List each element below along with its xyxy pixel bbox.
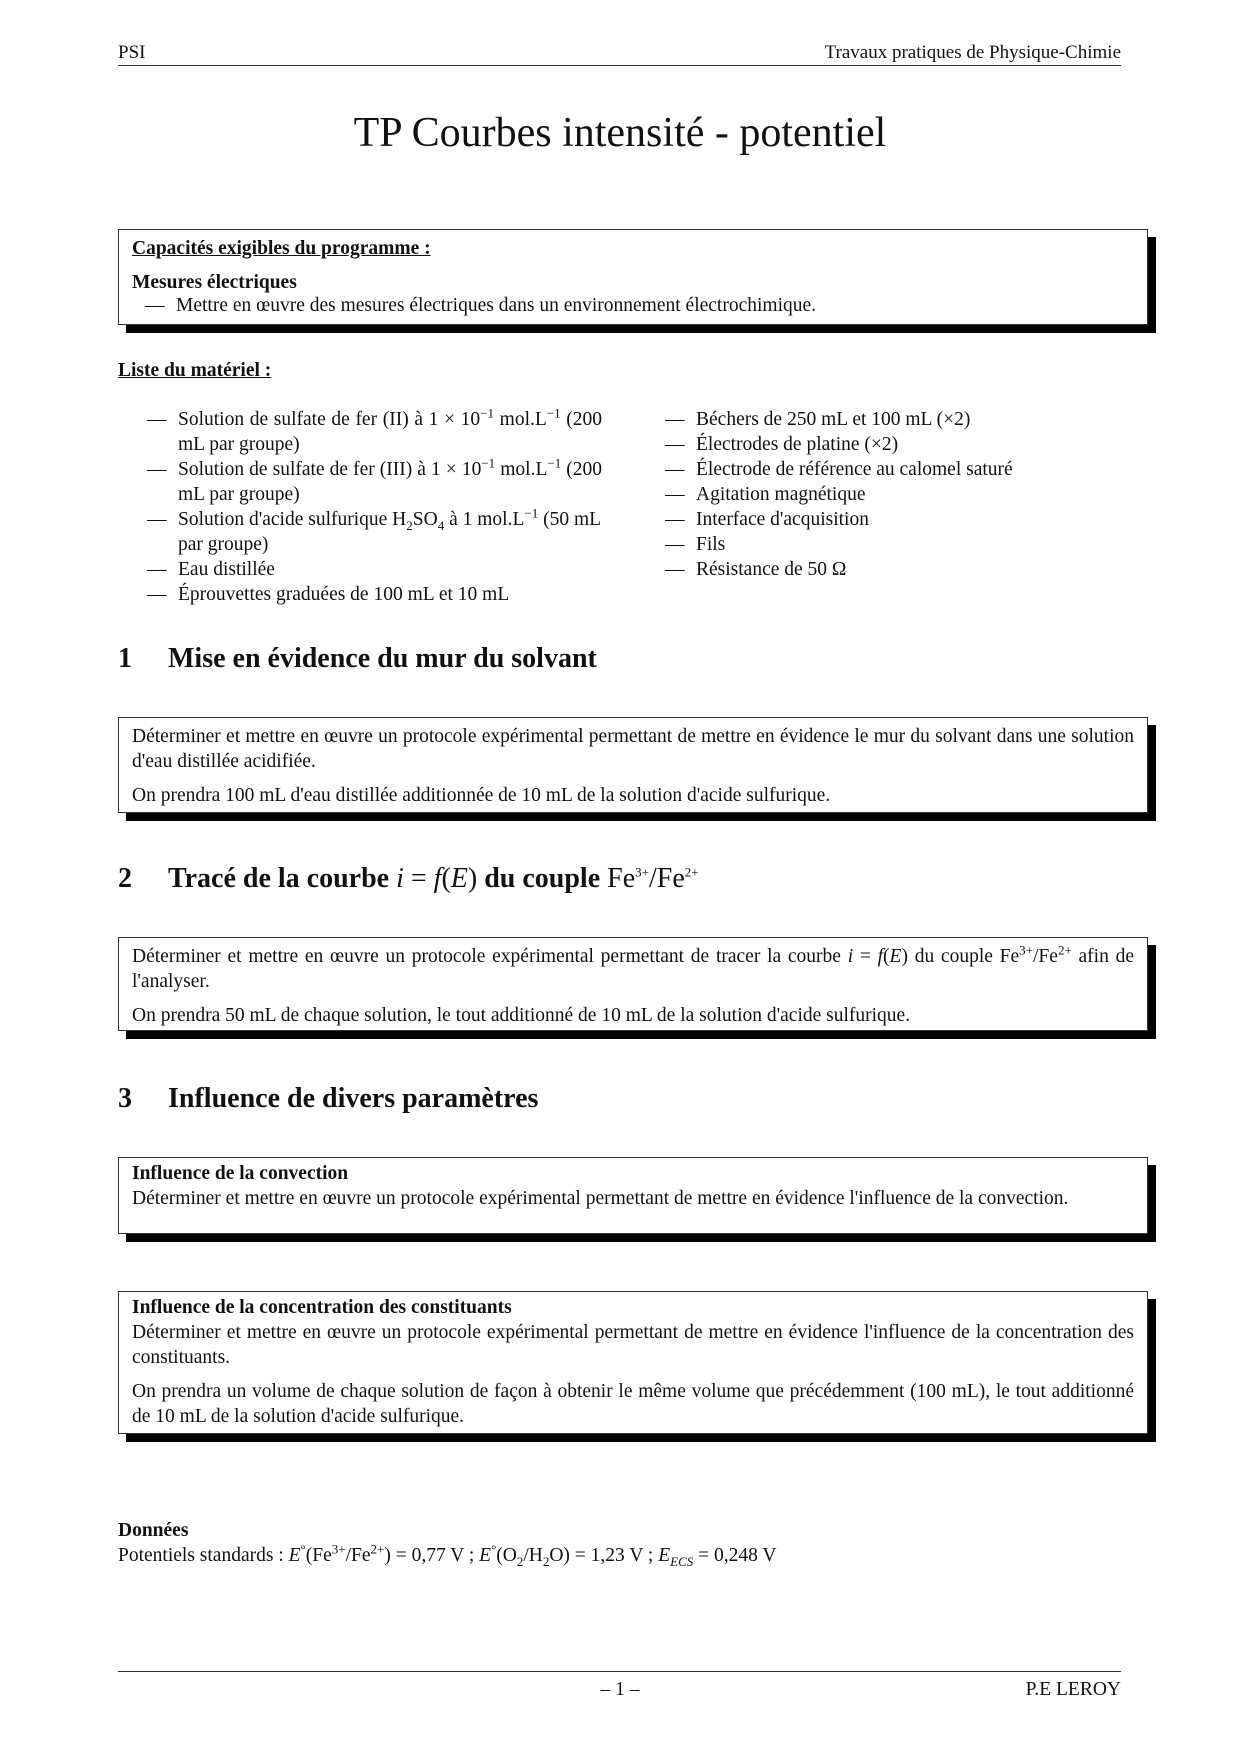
capacites-heading: Capacités exigibles du programme :: [132, 238, 431, 259]
list-item: — Fils: [665, 532, 1115, 557]
list-item: — Agitation magnétique: [665, 482, 1115, 507]
header-left: PSI: [118, 42, 146, 63]
section-2-box: [118, 937, 1148, 1031]
header-right: Travaux pratiques de Physique-Chimie: [824, 42, 1121, 63]
paragraph: On prendra 100 mL d'eau distillée additionnée de 10 mL de la solution d'acide sulfurique.: [132, 785, 831, 806]
list-item: — Béchers de 250 mL et 100 mL (×2): [665, 407, 1115, 432]
materiel-list-right: [665, 407, 1115, 582]
donnees-text: Potentiels standards : $E^\circ(Fe^{3+}/Fe^{2+}) = 0,77$ V ; $E^\circ(O_2/H_2O) = 1,23$ V ; $E_{ECS} = 0,248$ V: [118, 1541, 777, 1569]
list-item: — Solution d'acide sulfurique $H_2SO_4$ à 1 $mol.L^{-1}$ (50 mL par groupe): [147, 507, 602, 557]
donnees-heading: Données: [118, 1520, 189, 1541]
paragraph: Déterminer et mettre en œuvre un protocole expérimental permettant de mettre en évidence le mur du solvant dans une solution d'eau distillée acidifiée.: [132, 726, 1134, 772]
paragraph: On prendra 50 mL de chaque solution, le tout additionné de 10 mL de la solution d'acide sulfurique.: [132, 1005, 911, 1026]
list-item: — Eau distillée: [147, 557, 602, 582]
box-heading: Influence de la convection: [132, 1163, 349, 1184]
list-item: — Solution de sulfate de fer (II) à $1 \times 10^{-1}$ $mol.L^{-1}$ (200 mL par groupe): [147, 407, 602, 457]
concentration-box: [118, 1291, 1148, 1434]
list-item: — Résistance de 50 Ω: [665, 557, 1115, 582]
list-item: — Interface d'acquisition: [665, 507, 1115, 532]
footer-author: P.E LEROY: [1025, 1679, 1121, 1700]
paragraph: Déterminer et mettre en œuvre un protocole expérimental permettant de mettre en évidence l'influence de la convection.: [132, 1188, 1069, 1209]
list-item: — Électrodes de platine (×2): [665, 432, 1115, 457]
convection-box: [118, 1157, 1148, 1234]
section-1-heading: 1 Mise en évidence du mur du solvant: [118, 643, 597, 674]
capacites-box: [118, 229, 1148, 325]
section-2-heading: 2 Tracé de la courbe i = f(E) du couple $Fe^{3+}/Fe^{2+}$: [118, 863, 699, 894]
list-item: — Électrode de référence au calomel saturé: [665, 457, 1115, 482]
materiel-list-left: [147, 407, 602, 607]
capacites-item: — Mettre en œuvre des mesures électriques dans un environnement électrochimique.: [145, 293, 1134, 318]
materiel-heading: Liste du matériel :: [118, 360, 272, 381]
capacites-subheading: Mesures électriques: [132, 272, 297, 293]
section-3-heading: 3 Influence de divers paramètres: [118, 1083, 539, 1114]
list-item: — Solution de sulfate de fer (III) à $1 \times 10^{-1}$ $mol.L^{-1}$ (200 mL par groupe): [147, 457, 602, 507]
page-title: TP Courbes intensité - potentiel: [353, 110, 887, 156]
footer-rule: [118, 1671, 1121, 1672]
paragraph: Déterminer et mettre en œuvre un protocole expérimental permettant de tracer la courbe i = f(E) du couple $Fe^{3+}/Fe^{2+}$ afin de l'analyser.: [132, 942, 1134, 992]
paragraph: On prendra un volume de chaque solution de façon à obtenir le même volume que précédemment (100 mL), le tout additionné de 10 mL de la solution d'acide sulfurique.: [132, 1381, 1134, 1427]
section-1-box: [118, 717, 1148, 813]
list-item: — Éprouvettes graduées de 100 mL et 10 mL: [147, 582, 602, 607]
header-rule: [118, 65, 1121, 66]
page-number: – 1 –: [600, 1679, 640, 1700]
paragraph: Déterminer et mettre en œuvre un protocole expérimental permettant de mettre en évidence l'influence de la concentration des constituants.: [132, 1322, 1134, 1368]
box-heading: Influence de la concentration des constituants: [132, 1297, 512, 1318]
